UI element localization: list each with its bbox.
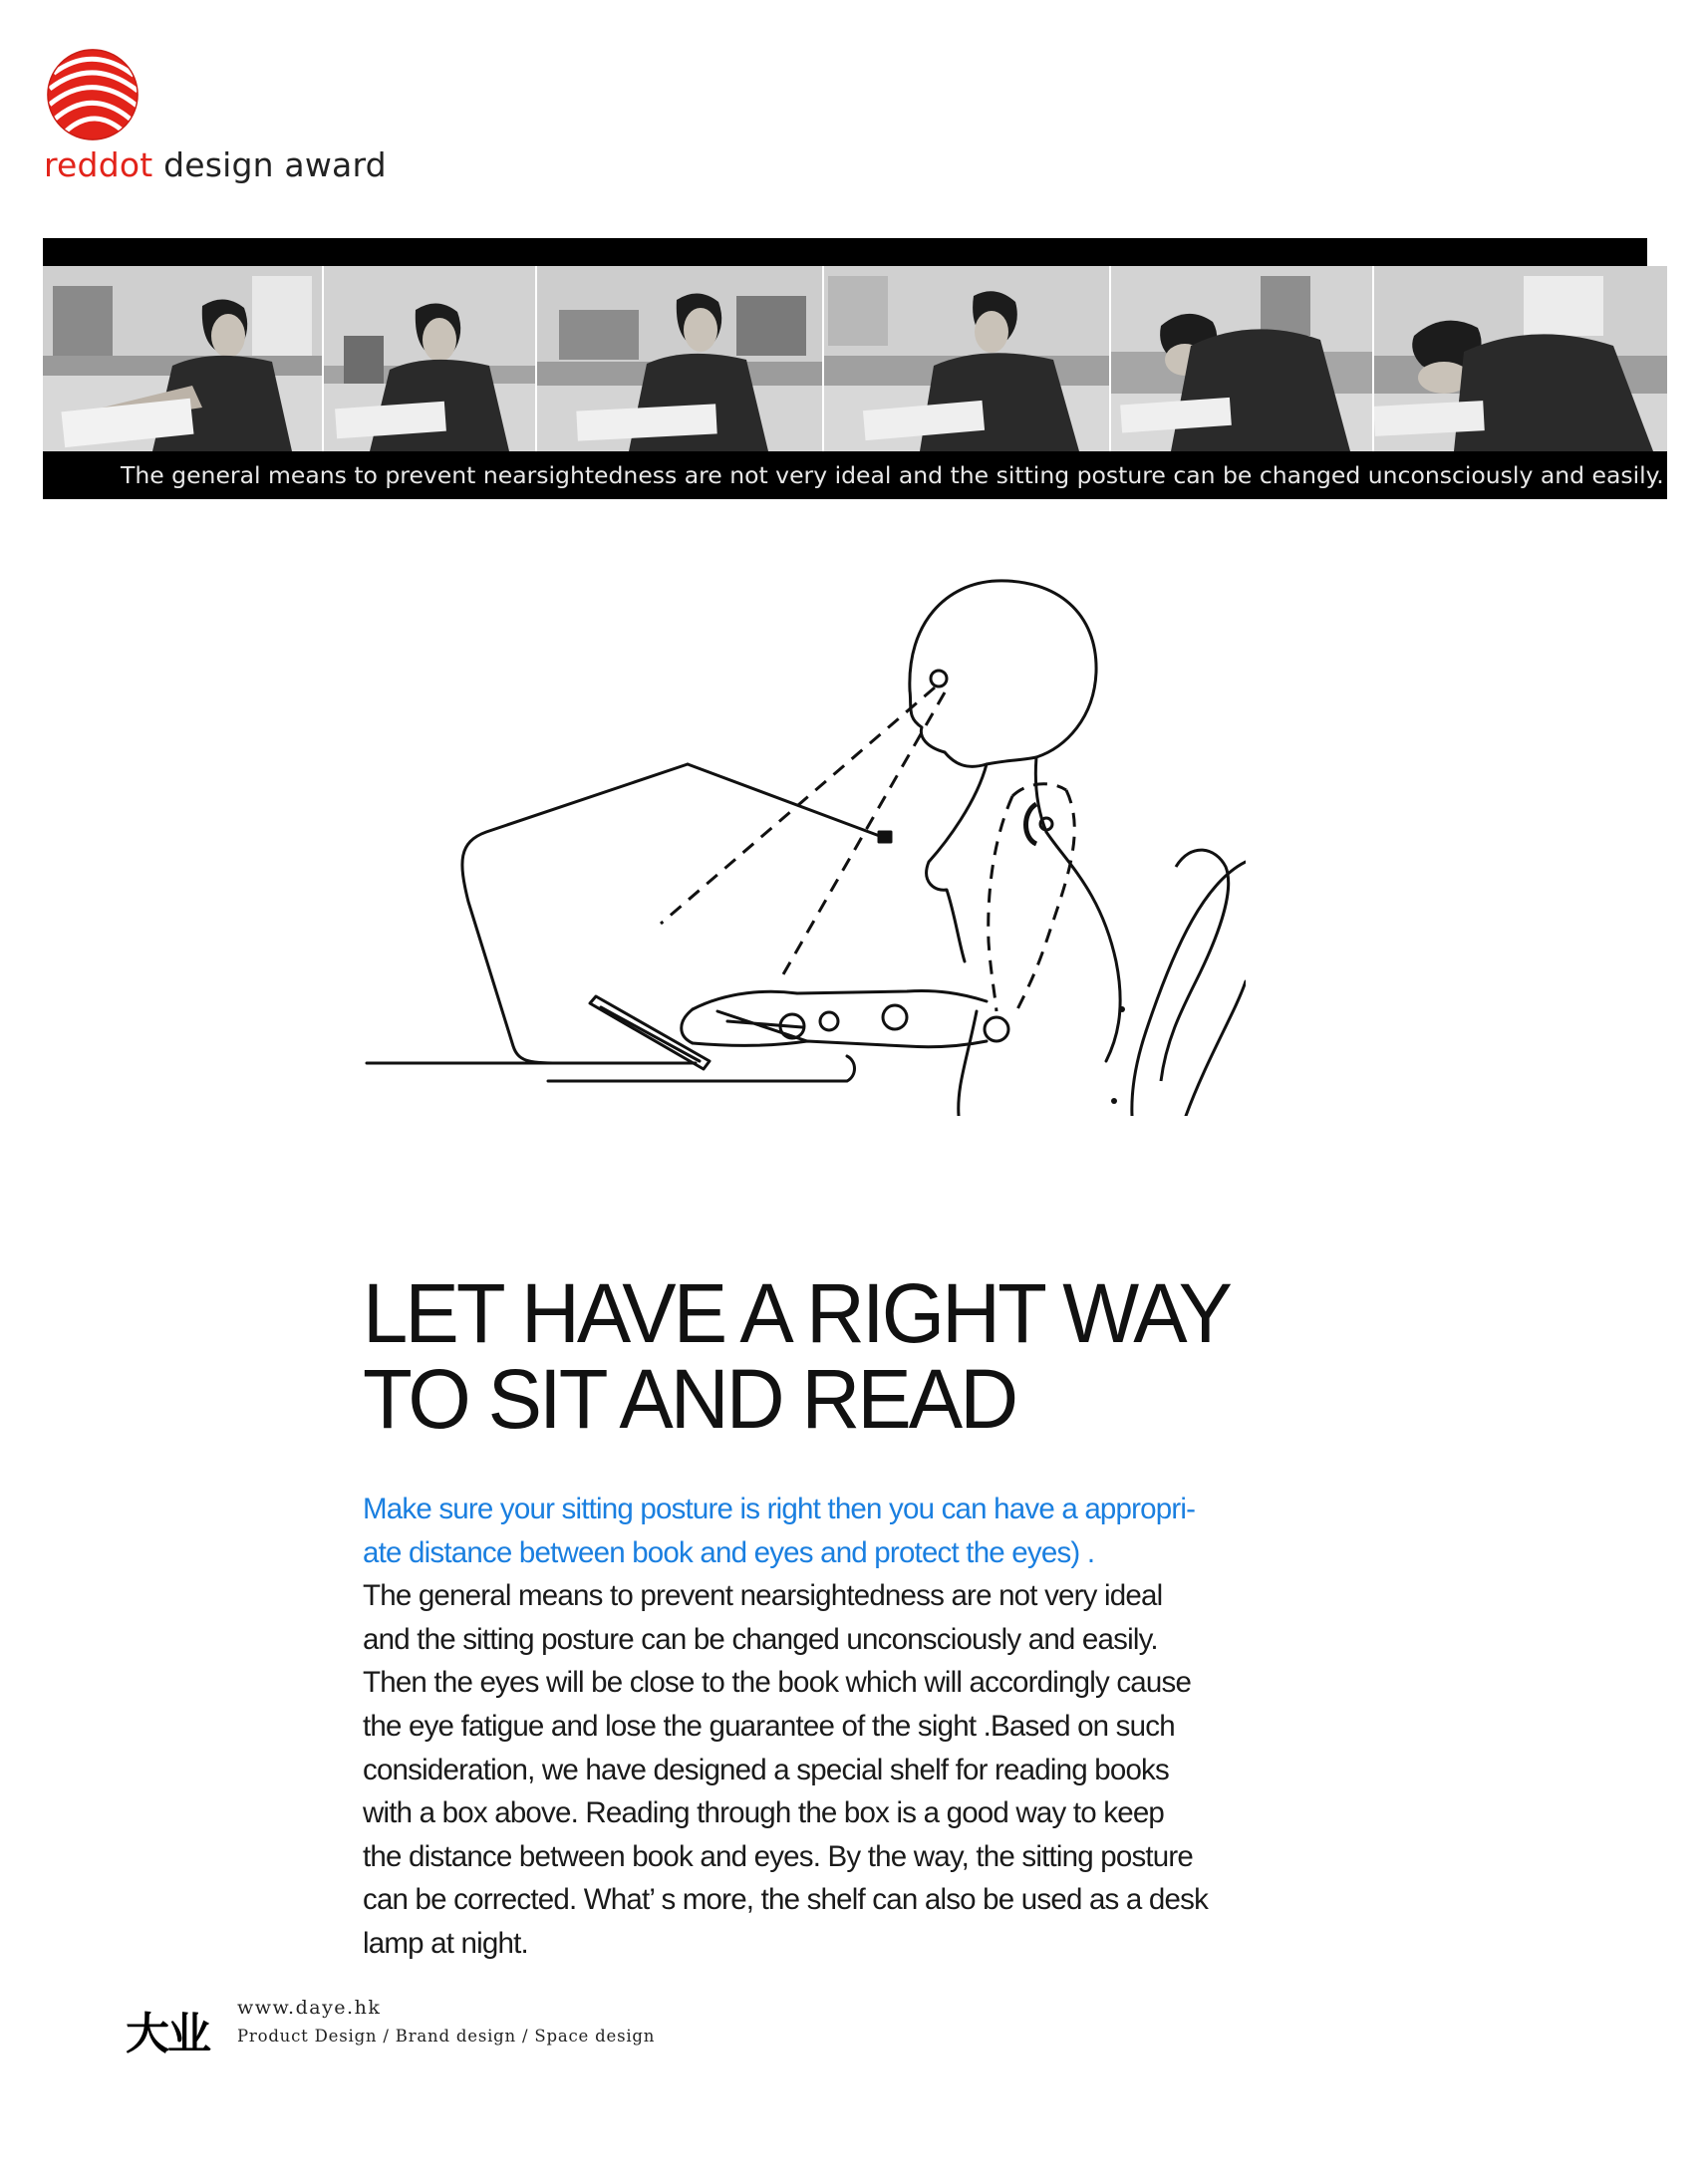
daye-logo: 大业 <box>126 2009 209 2059</box>
body-line: with a box above. Reading through the box is a good way to keep <box>363 1796 1165 1830</box>
photo-strip-top-bar <box>43 238 1647 266</box>
body-line: consideration, we have designed a special shelf for reading books <box>363 1753 1169 1786</box>
photo-frame-3 <box>537 266 824 451</box>
body-line: can be corrected. What’ s more, the shelf can also be used as a desk <box>363 1883 1209 1917</box>
body-line: The general means to prevent nearsightedness are not very ideal <box>363 1579 1163 1613</box>
photo-frame-5 <box>1111 266 1374 451</box>
posture-illustration <box>349 543 1246 1116</box>
body-line: the eye fatigue and lose the guarantee of the sight .Based on such <box>363 1709 1175 1743</box>
lead-line: ate distance between book and eyes and protect the eyes) . <box>363 1535 1095 1569</box>
photo-strip-top-gap <box>1647 238 1667 266</box>
body-line: lamp at night. <box>363 1926 528 1960</box>
body-line: Then the eyes will be close to the book which will accordingly cause <box>363 1666 1192 1700</box>
reddot-wordmark-rest: design award <box>152 145 387 184</box>
photo-strip <box>43 266 1667 451</box>
lead-line: Make sure your sitting posture is right then you can have a appropri- <box>363 1493 1196 1525</box>
photo-frame-1 <box>43 266 324 451</box>
reddot-wordmark <box>44 145 387 184</box>
headline-line-1: LET HAVE A RIGHT WAY <box>363 1266 1231 1360</box>
body-line: the distance between book and eyes. By the way, the sitting posture <box>363 1839 1194 1873</box>
photo-frame-6 <box>1374 266 1667 451</box>
footer-services: Product Design / Brand design / Space design <box>237 2027 656 2046</box>
footer-url[interactable]: www.daye.hk <box>237 1997 382 2019</box>
body-text <box>363 1488 1280 1966</box>
page-headline <box>363 1266 1378 1446</box>
photo-strip-caption: The general means to prevent nearsightedness are not very ideal and the sitting posture can be changed unconsciously and easily. <box>43 451 1667 499</box>
reddot-wordmark-red: reddot <box>44 145 153 184</box>
photo-frame-2 <box>324 266 537 451</box>
body-line: and the sitting posture can be changed unconsciously and easily. <box>363 1622 1158 1656</box>
headline-line-2: TO SIT AND READ <box>363 1352 1016 1446</box>
reddot-logo-mark <box>44 46 142 143</box>
reddot-logo <box>40 46 387 195</box>
photo-frame-4 <box>824 266 1111 451</box>
